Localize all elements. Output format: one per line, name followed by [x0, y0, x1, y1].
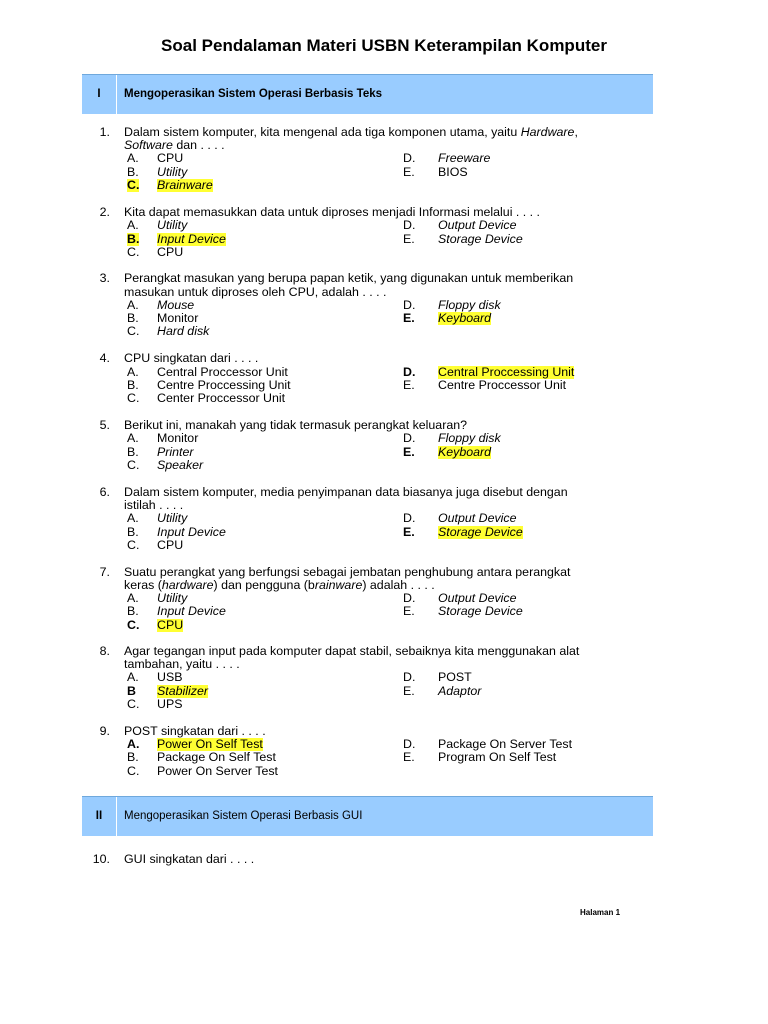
- option-a-letter: A.: [127, 151, 139, 165]
- option-d-letter: D.: [403, 218, 416, 232]
- option-c: CPU: [157, 245, 184, 259]
- question-text-cont: tambahan, yaitu . . . .: [124, 657, 240, 671]
- option-b-letter-answer: B: [127, 684, 136, 698]
- option-e-letter-answer: E.: [403, 525, 415, 539]
- question-text: GUI singkatan dari . . . .: [124, 852, 255, 866]
- option-d-letter: D.: [403, 737, 416, 751]
- option-b-letter: B.: [127, 604, 139, 618]
- option-b-answer: Stabilizer: [157, 684, 208, 698]
- option-c-letter-answer: C.: [127, 178, 140, 192]
- option-d: POST: [438, 670, 472, 684]
- question-number: 2.: [99, 205, 110, 219]
- option-a-answer: Power On Self Test: [157, 737, 263, 751]
- section-number: I: [82, 75, 117, 114]
- option-a: Central Proccessor Unit: [157, 365, 288, 379]
- option-d-letter: D.: [403, 591, 416, 605]
- option-e: Centre Proccessor Unit: [438, 378, 567, 392]
- section-title: Mengoperasikan Sistem Operasi Berbasis GUI: [124, 810, 363, 822]
- option-b: Package On Self Test: [157, 750, 276, 764]
- question-number: 5.: [99, 418, 110, 432]
- section-title: Mengoperasikan Sistem Operasi Berbasis Teks: [124, 88, 383, 100]
- option-b-letter: B.: [127, 750, 139, 764]
- question-text: Dalam sistem komputer, kita mengenal ada tiga komponen utama, yaitu Hardware,: [124, 125, 578, 139]
- question-text-cont: keras (hardware) dan pengguna (brainware) adalah . . . .: [124, 578, 435, 592]
- option-c-letter: C.: [127, 324, 140, 338]
- option-c: Power On Server Test: [157, 764, 278, 778]
- question-text-cont: istilah . . . .: [124, 498, 184, 512]
- option-c: UPS: [157, 697, 183, 711]
- question-text: Suatu perangkat yang berfungsi sebagai jembatan penghubung antara perangkat: [124, 565, 571, 579]
- question-number: 10.: [92, 852, 110, 866]
- option-c: Hard disk: [157, 324, 210, 338]
- question-text: Perangkat masukan yang berupa papan ketik, yang digunakan untuk memberikan: [124, 271, 574, 285]
- question-number: 6.: [99, 485, 110, 499]
- option-c-letter: C.: [127, 764, 140, 778]
- option-d-letter: D.: [403, 151, 416, 165]
- option-c: Center Proccessor Unit: [157, 391, 286, 405]
- option-e-letter: E.: [403, 750, 415, 764]
- page-title: Soal Pendalaman Materi USBN Keterampilan Komputer: [161, 36, 607, 55]
- option-a: Utility: [157, 591, 188, 605]
- option-c-letter: C.: [127, 538, 140, 552]
- option-a-letter: A.: [127, 298, 139, 312]
- question-text: CPU singkatan dari . . . .: [124, 351, 259, 365]
- option-b: Printer: [157, 445, 194, 459]
- option-d-letter: D.: [403, 511, 416, 525]
- question-number: 7.: [99, 565, 110, 579]
- question-number: 8.: [99, 644, 110, 658]
- section-number: II: [82, 797, 117, 836]
- option-b-letter: B.: [127, 165, 139, 179]
- option-d-letter: D.: [403, 298, 416, 312]
- option-e-letter: E.: [403, 165, 415, 179]
- question-text: Dalam sistem komputer, media penyimpanan data biasanya juga disebut dengan: [124, 485, 568, 499]
- option-e-answer: Keyboard: [438, 311, 492, 325]
- option-a-letter-answer: A.: [127, 737, 140, 751]
- question-text: Agar tegangan input pada komputer dapat stabil, sebaiknya kita menggunakan alat: [124, 644, 580, 658]
- option-c-letter: C.: [127, 391, 140, 405]
- option-c-answer: CPU: [157, 618, 184, 632]
- option-e-letter: E.: [403, 684, 415, 698]
- option-a-letter: A.: [127, 431, 139, 445]
- option-e-letter-answer: E.: [403, 311, 415, 325]
- option-c-letter: C.: [127, 245, 140, 259]
- option-b: Centre Proccessing Unit: [157, 378, 291, 392]
- option-a-letter: A.: [127, 591, 139, 605]
- option-c-answer: Brainware: [157, 178, 213, 192]
- option-b-answer: Input Device: [157, 232, 226, 246]
- option-a: Utility: [157, 511, 188, 525]
- option-d: Floppy disk: [438, 298, 501, 312]
- option-c-letter-answer: C.: [127, 618, 140, 632]
- option-d: Output Device: [438, 218, 517, 232]
- option-e: BIOS: [438, 165, 468, 179]
- option-a: Utility: [157, 218, 188, 232]
- option-e: Storage Device: [438, 604, 523, 618]
- question-number: 3.: [99, 271, 110, 285]
- option-d: Output Device: [438, 511, 517, 525]
- option-a: CPU: [157, 151, 184, 165]
- option-d: Package On Server Test: [438, 737, 573, 751]
- option-e: Program On Self Test: [438, 750, 557, 764]
- option-b-letter: B.: [127, 311, 139, 325]
- option-d-answer: Central Proccessing Unit: [438, 365, 575, 379]
- option-c-letter: C.: [127, 697, 140, 711]
- option-d: Floppy disk: [438, 431, 501, 445]
- section-header-2: [82, 796, 653, 836]
- option-c: CPU: [157, 538, 184, 552]
- question-text: Kita dapat memasukkan data untuk diproses menjadi Informasi melalui . . . .: [124, 205, 540, 219]
- option-a-letter: A.: [127, 511, 139, 525]
- question-text: POST singkatan dari . . . .: [124, 724, 266, 738]
- section-header-1: [82, 74, 653, 114]
- option-b-letter: B.: [127, 378, 139, 392]
- question-number: 9.: [99, 724, 110, 738]
- option-a: Monitor: [157, 431, 199, 445]
- option-a: USB: [157, 670, 183, 684]
- option-e-letter: E.: [403, 378, 415, 392]
- option-c: Speaker: [157, 458, 204, 472]
- option-d-letter: D.: [403, 431, 416, 445]
- option-e-letter: E.: [403, 604, 415, 618]
- question-text-cont: masukan untuk diproses oleh CPU, adalah . . . .: [124, 285, 387, 299]
- question-text: Berikut ini, manakah yang tidak termasuk perangkat keluaran?: [124, 418, 467, 432]
- option-a-letter: A.: [127, 365, 139, 379]
- option-e-answer: Keyboard: [438, 445, 492, 459]
- option-e-letter-answer: E.: [403, 445, 415, 459]
- option-d: Freeware: [438, 151, 491, 165]
- option-e-answer: Storage Device: [438, 525, 523, 539]
- question-text-cont: Software dan . . . .: [124, 138, 225, 152]
- option-b: Utility: [157, 165, 188, 179]
- option-b-letter: B.: [127, 525, 139, 539]
- option-e-letter: E.: [403, 232, 415, 246]
- option-e: Adaptor: [438, 684, 482, 698]
- option-d-letter: D.: [403, 670, 416, 684]
- option-b-letter-answer: B.: [127, 232, 140, 246]
- option-d-letter-answer: D.: [403, 365, 416, 379]
- option-d: Output Device: [438, 591, 517, 605]
- option-c-letter: C.: [127, 458, 140, 472]
- option-b: Input Device: [157, 525, 226, 539]
- option-b-letter: B.: [127, 445, 139, 459]
- option-a: Mouse: [157, 298, 195, 312]
- option-e: Storage Device: [438, 232, 523, 246]
- option-a-letter: A.: [127, 218, 139, 232]
- page-footer: Halaman 1: [580, 908, 621, 917]
- question-number: 1.: [99, 125, 110, 139]
- option-b: Monitor: [157, 311, 199, 325]
- question-number: 4.: [99, 351, 110, 365]
- option-b: Input Device: [157, 604, 226, 618]
- option-a-letter: A.: [127, 670, 139, 684]
